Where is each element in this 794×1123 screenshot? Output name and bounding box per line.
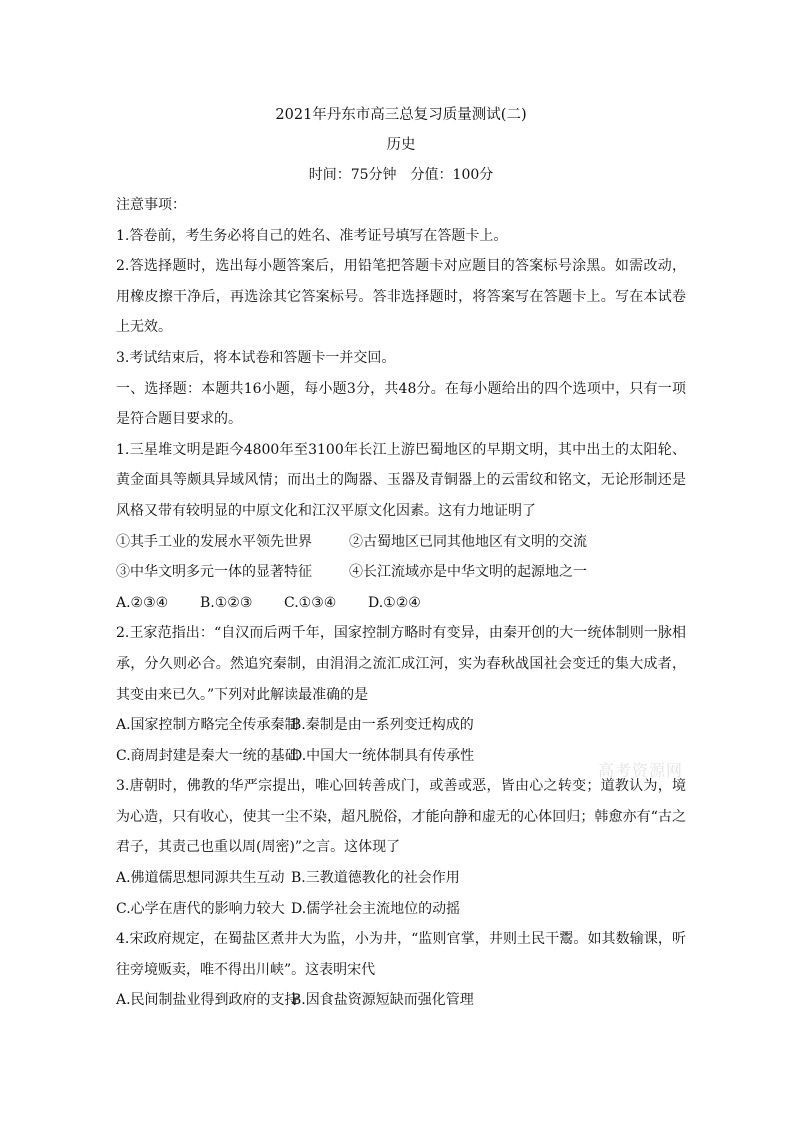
question-options-row (116, 710, 686, 741)
exam-subject: 历史 (386, 137, 416, 153)
answer-option-b: B.因食盐资源短缺而强化管理 (291, 992, 474, 1009)
answer-option-c: C.商周封建是秦大一统的基础 (116, 747, 299, 764)
question-stem: 2.王家范指出：“自汉而后两千年，国家控制方略时有变异，由秦开创的大一统体制则一脉相承，分久则必合。然追究秦制，由涓涓之流汇成江河，实为春秋战国社会变迁的集大成者，其变由来已久。”下列对此解读最准确的是 (116, 625, 686, 703)
question-statements-row (116, 527, 686, 558)
note-item: 2.答选择题时，选出每小题答案后，用铅笔把答题卡对应题目的答案标号涂黑。如需改动，用橡皮擦干净后，再选涂其它答案标号。答非选择题时，将答案写在答题卡上。写在本试卷上无效。 (116, 258, 686, 336)
watermark-text: 高考资源网 (598, 761, 684, 780)
answer-option-a: A.②③④ (116, 594, 169, 611)
question-statement: ②古蜀地区已同其他地区有文明的交流 (349, 533, 587, 550)
question-stem: 3.唐朝时，佛教的华严宗提出，唯心回转善成门，或善或恶，皆由心之转变；道教认为，境为心造，只有收心，使其一尘不染，超凡脱俗，才能向静和虚无的心体回归；韩愈亦有“古之君子，其责己也重以周(周密)”之言。这体现了 (116, 778, 686, 856)
answer-option-c: C.心学在唐代的影响力较大 (116, 900, 285, 917)
question-statements-row (116, 557, 686, 588)
answer-option-a: A.佛道儒思想同源共生互动 (116, 870, 285, 887)
question-options-row (116, 985, 686, 1016)
exam-time-score: 时间：75分钟 分值：100分 (308, 167, 494, 183)
note-item: 1.答卷前，考生务必将自己的姓名、准考证号填写在答题卡上。 (116, 227, 508, 244)
exam-title: 2021年丹东市高三总复习质量测试(二) (275, 107, 527, 123)
exam-content (116, 100, 686, 1016)
section-heading: 一、选择题：本题共16小题，每小题3分，共48分。在每小题给出的四个选项中，只有一项是符合题目要求的。 (116, 380, 686, 428)
question-statement: ④长江流域亦是中华文明的起源地之一 (349, 564, 587, 581)
answer-option-d: D.①②④ (368, 594, 421, 611)
answer-option-d: D.儒学社会主流地位的动摇 (291, 900, 461, 917)
question-stem: 4.宋政府规定，在蜀盐区煮井大为监，小为井，“监则官掌，井则土民干鬻。如其数输课，听往旁境贩卖，唯不得出川峡”。这表明宋代 (116, 931, 686, 978)
question-statement: ①其手工业的发展水平领先世界 (116, 533, 312, 550)
answer-option-b: B.①②③ (200, 594, 253, 611)
answer-option-c: C.①③④ (284, 594, 337, 611)
question-statement: ③中华文明多元一体的显著特征 (116, 564, 312, 581)
note-item: 3.考试结束后，将本试卷和答题卡一并交回。 (116, 349, 396, 366)
answer-option-b: B.三教道德教化的社会作用 (291, 870, 460, 887)
answer-option-a: A.国家控制方略完全传承秦制 (116, 717, 299, 734)
question-stem: 1.三星堆文明是距今4800年至3100年长江上游巴蜀地区的早期文明，其中出土的太阳轮、黄金面具等颇具异域风情；而出土的陶器、玉器及青铜器上的云雷纹和铭文，无论形制还是风格又带有较明显的中原文化和江汉平原文化因素。这有力地证明了 (116, 441, 686, 519)
question-options-row (116, 894, 686, 925)
notes-heading: 注意事项： (116, 197, 186, 213)
answer-option-a: A.民间制盐业得到政府的支持 (116, 992, 299, 1009)
question-options-row (116, 863, 686, 894)
question-options-row (116, 588, 686, 619)
answer-option-d: D.中国大一统体制具有传承性 (291, 747, 475, 764)
answer-option-b: B.秦制是由一系列变迁构成的 (291, 717, 474, 734)
